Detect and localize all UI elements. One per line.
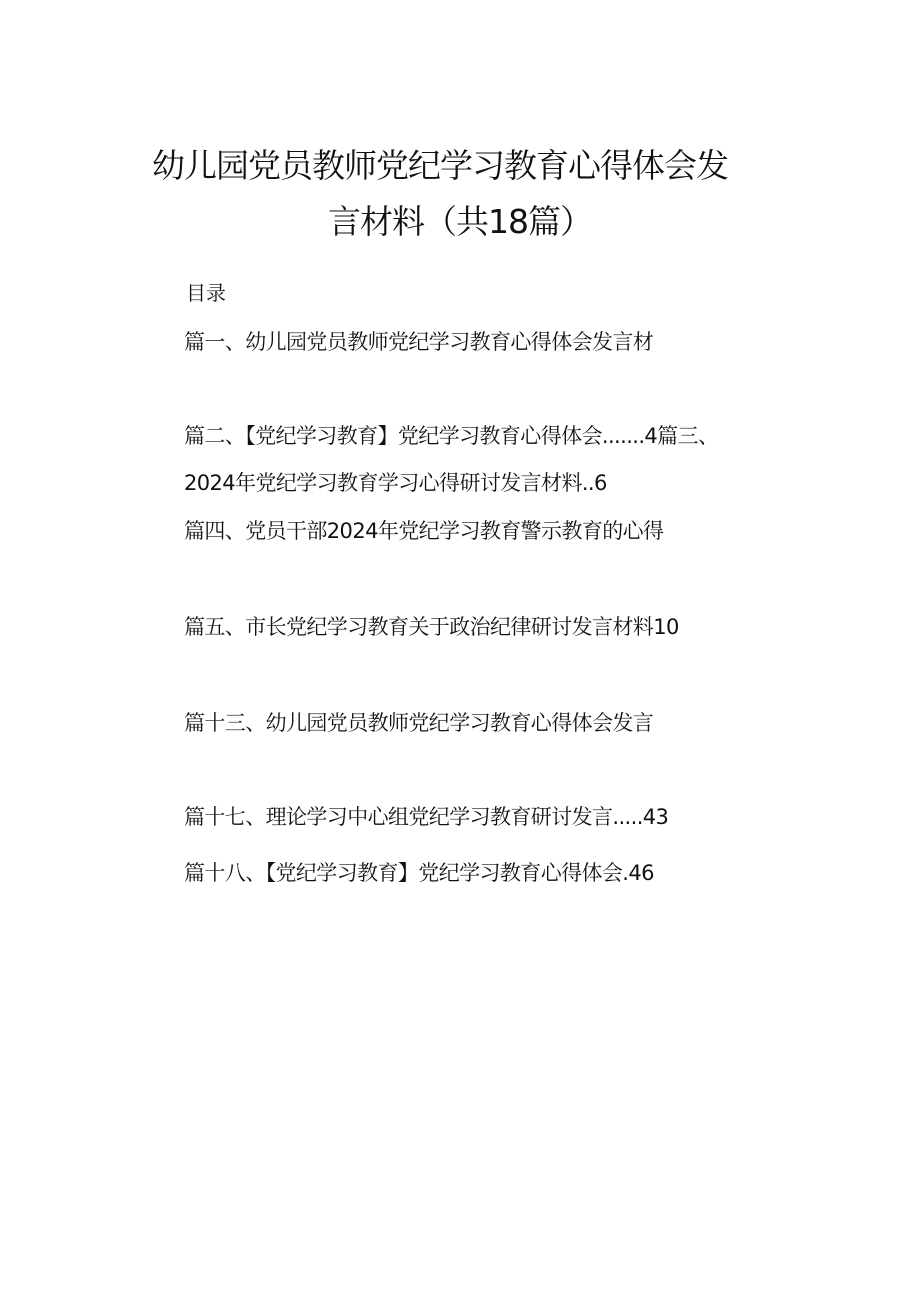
toc-entry[interactable]: 篇四、党员干部2024年党纪学习教育警示教育的心得 [184, 519, 664, 543]
toc-entry[interactable]: 篇一、幼儿园党员教师党纪学习教育心得体会发言材 [184, 330, 654, 354]
toc-entry[interactable]: 篇十七、理论学习中心组党纪学习教育研讨发言.....43 [184, 805, 669, 829]
toc-entry[interactable]: 篇五、市长党纪学习教育关于政治纪律研讨发言材料10 [184, 615, 679, 639]
toc-entry[interactable]: 篇二、【党纪学习教育】党纪学习教育心得体会.......4篇三、 [184, 424, 719, 448]
toc-heading: 目录 [186, 281, 226, 305]
document-title-line-1: 幼儿园党员教师党纪学习教育心得体会发 [152, 146, 728, 185]
document-title-line-2: 言材料（共18篇） [328, 202, 592, 241]
toc-entry[interactable]: 2024年党纪学习教育学习心得研讨发言材料..6 [184, 471, 607, 495]
toc-entry[interactable]: 篇十八、【党纪学习教育】党纪学习教育心得体会.46 [184, 861, 654, 885]
toc-entry[interactable]: 篇十三、幼儿园党员教师党纪学习教育心得体会发言 [184, 711, 654, 735]
